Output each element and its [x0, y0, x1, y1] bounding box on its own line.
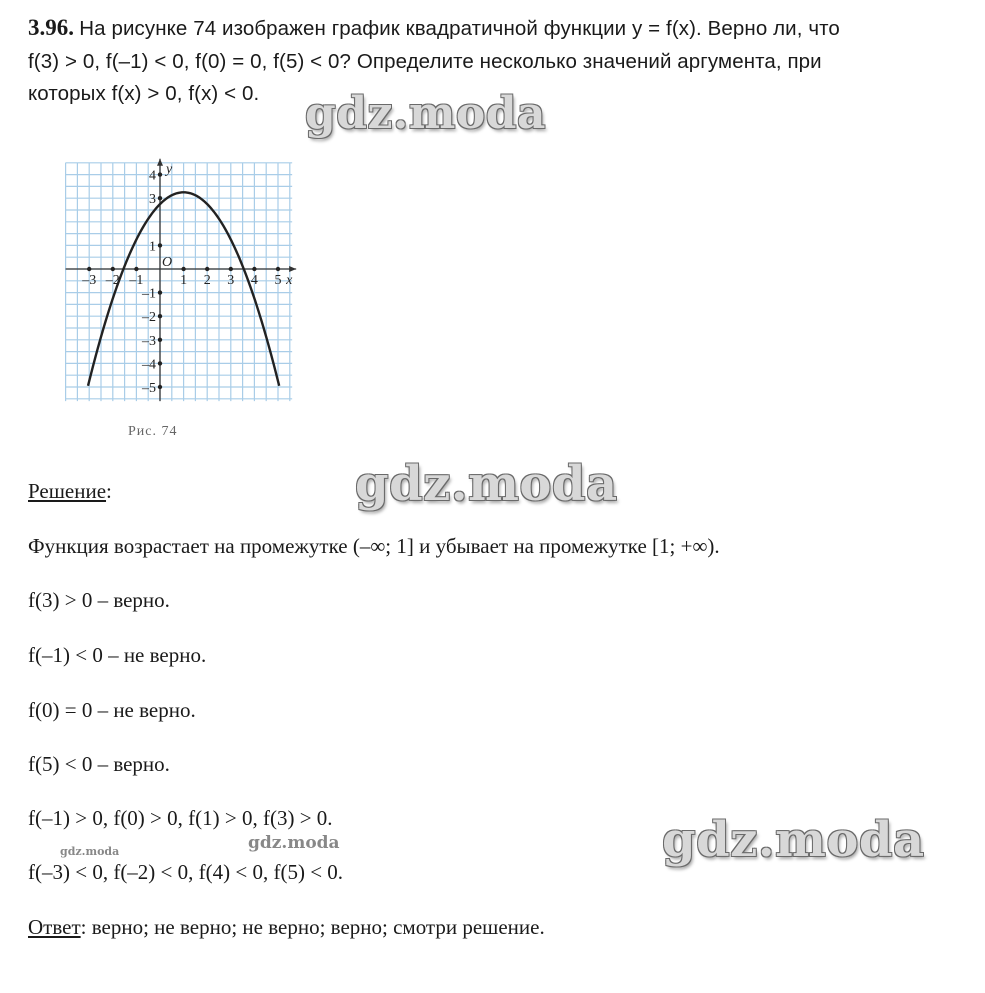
problem-text-line-1: На рисунке 74 изображен график квадратичной функции y = f(x). Верно ли, что	[79, 17, 840, 40]
y-tick-mark	[158, 290, 162, 294]
y-tick-mark	[158, 314, 162, 318]
watermark-small: gdz.moda	[248, 833, 340, 853]
check-line: f(3) > 0 – верно.	[28, 588, 170, 612]
y-axis-label: y	[166, 161, 173, 177]
y-tick-label: –4	[142, 357, 156, 373]
solution-monotonic: Функция возрастает на промежутке (–∞; 1] и убывает на промежутке [1; +∞).	[28, 534, 720, 558]
x-tick-mark	[181, 267, 185, 271]
x-tick-mark	[205, 267, 209, 271]
y-tick-label: –5	[142, 381, 156, 396]
parabola-graph	[40, 138, 293, 408]
x-axis-arrow	[289, 266, 296, 272]
solution-heading-label: Решение	[28, 479, 107, 503]
problem-line-1	[28, 12, 968, 46]
y-tick-label: 4	[149, 168, 156, 184]
x-tick-mark	[87, 267, 91, 271]
x-tick-label: 3	[227, 273, 235, 288]
problem-text-line-2: f(3) > 0, f(–1) < 0, f(0) = 0, f(5) < 0? Определите несколько значений аргумента, при	[28, 49, 822, 73]
y-tick-mark	[158, 243, 162, 247]
y-tick-label: 3	[149, 192, 156, 208]
figure-caption: Рис. 74	[128, 424, 178, 439]
x-tick-label: 5	[274, 273, 282, 288]
x-tick-mark	[276, 267, 280, 271]
answer-label: Ответ	[28, 915, 81, 939]
x-tick-label: 4	[250, 273, 258, 288]
x-tick-mark	[134, 267, 138, 271]
check-line: f(5) < 0 – верно.	[28, 752, 170, 776]
watermark-small: gdz.moda	[60, 845, 120, 858]
problem-number: 3.96.	[28, 15, 74, 40]
watermark: gdz.moda	[355, 456, 618, 512]
negative-values: f(–3) < 0, f(–2) < 0, f(4) < 0, f(5) < 0.	[28, 860, 344, 884]
watermark: gdz.moda	[662, 812, 925, 868]
positive-values: f(–1) > 0, f(0) > 0, f(1) > 0, f(3) > 0.	[28, 806, 333, 830]
y-tick-mark	[158, 361, 162, 365]
x-tick-mark	[111, 267, 115, 271]
solution-heading	[28, 479, 112, 504]
check-line: f(–1) < 0 – не верно.	[28, 643, 207, 667]
x-tick-label: –3	[82, 273, 97, 288]
y-tick-label: –1	[142, 286, 156, 302]
answer	[28, 915, 545, 940]
x-tick-label: –1	[129, 273, 144, 288]
x-tick-mark	[252, 267, 256, 271]
problem-text-line-3: которых f(x) > 0, f(x) < 0.	[28, 82, 260, 105]
x-tick-label: 2	[203, 273, 211, 288]
x-tick-label: –2	[105, 273, 120, 288]
solution-heading-colon: :	[106, 479, 112, 503]
watermark: gdz.moda	[305, 88, 547, 139]
origin-label: O	[162, 255, 173, 270]
y-tick-mark	[158, 338, 162, 342]
x-tick-mark	[229, 267, 233, 271]
x-axis-label: x	[286, 273, 293, 288]
answer-text: : верно; не верно; не верно; верно; смотри решение.	[80, 915, 545, 939]
x-tick-label: 1	[180, 273, 188, 288]
y-tick-mark	[158, 196, 162, 200]
y-tick-label: –2	[142, 310, 156, 326]
y-tick-mark	[158, 172, 162, 176]
check-line: f(0) = 0 – не верно.	[28, 698, 196, 722]
y-tick-label: 1	[149, 239, 156, 255]
y-tick-label: –3	[142, 333, 156, 349]
parabola-figure	[40, 138, 293, 408]
grid	[66, 163, 293, 401]
y-tick-mark	[158, 385, 162, 389]
